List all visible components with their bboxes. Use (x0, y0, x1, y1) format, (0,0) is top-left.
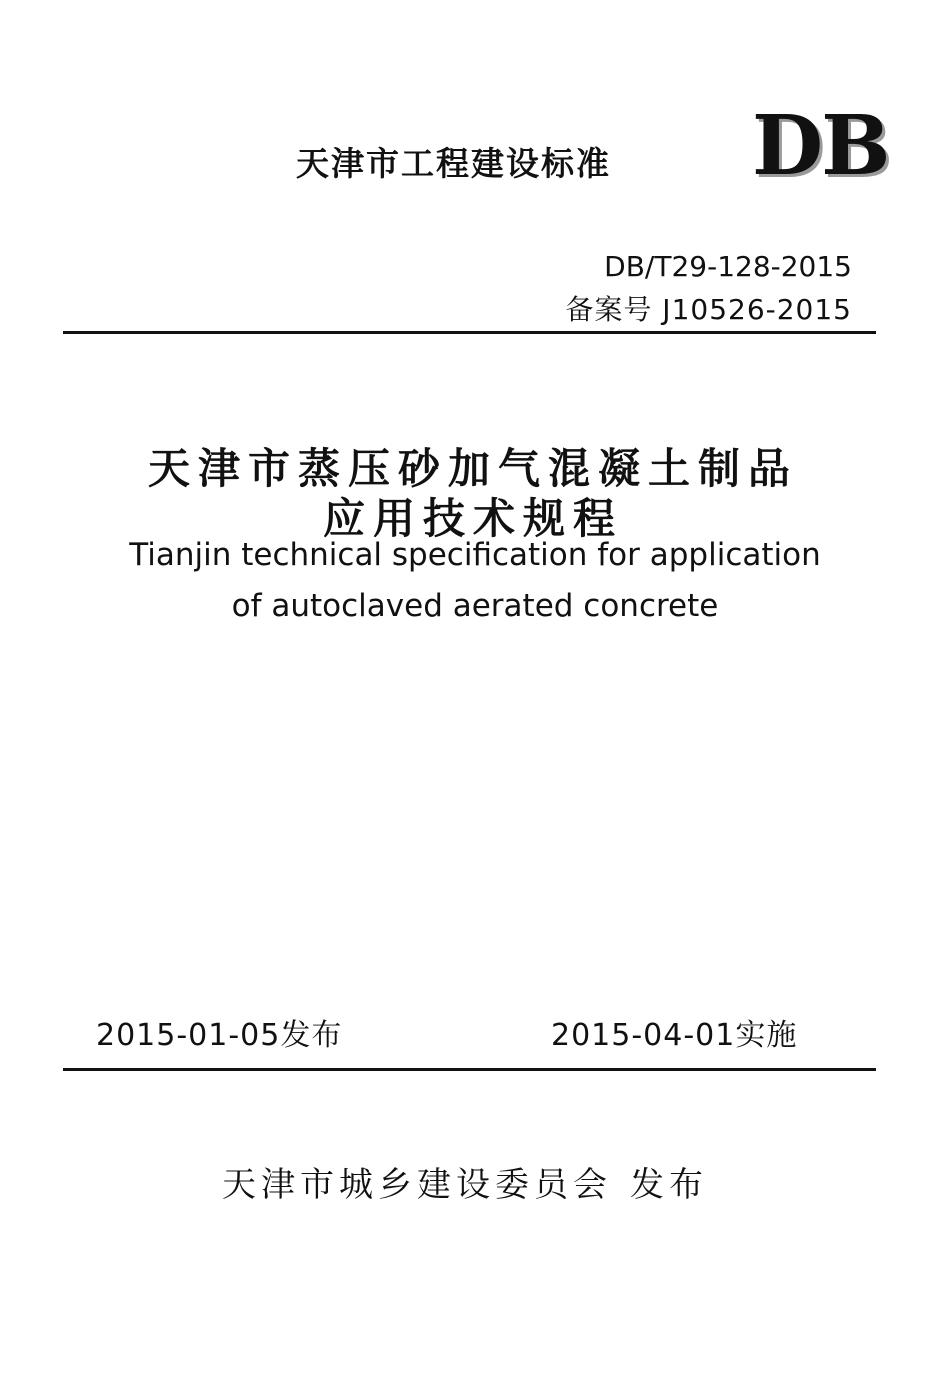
publisher-action: 发布 (630, 1165, 708, 1205)
english-title-line-2: of autoclaved aerated concrete (231, 588, 719, 624)
implementation-date: 2015-04-01实施 (551, 1018, 798, 1053)
record-number: 备案号 J10526-2015 (565, 293, 852, 326)
standard-number: DB/T29-128-2015 (604, 250, 852, 283)
standard-series-title: 天津市工程建设标准 (296, 144, 611, 183)
english-title-line-1: Tianjin technical specification for application (129, 537, 821, 573)
db-logo-mark: DB (752, 98, 889, 194)
issue-date: 2015-01-05发布 (96, 1018, 343, 1053)
publisher-line (222, 1157, 708, 1206)
publisher-name: 天津市城乡建设委员会 (222, 1165, 612, 1205)
chinese-title-line-2: 应用技术规程 (322, 494, 623, 543)
top-divider (63, 331, 876, 334)
bottom-divider (63, 1068, 876, 1071)
chinese-title-line-1: 天津市蒸压砂加气混凝土制品 (147, 444, 798, 493)
